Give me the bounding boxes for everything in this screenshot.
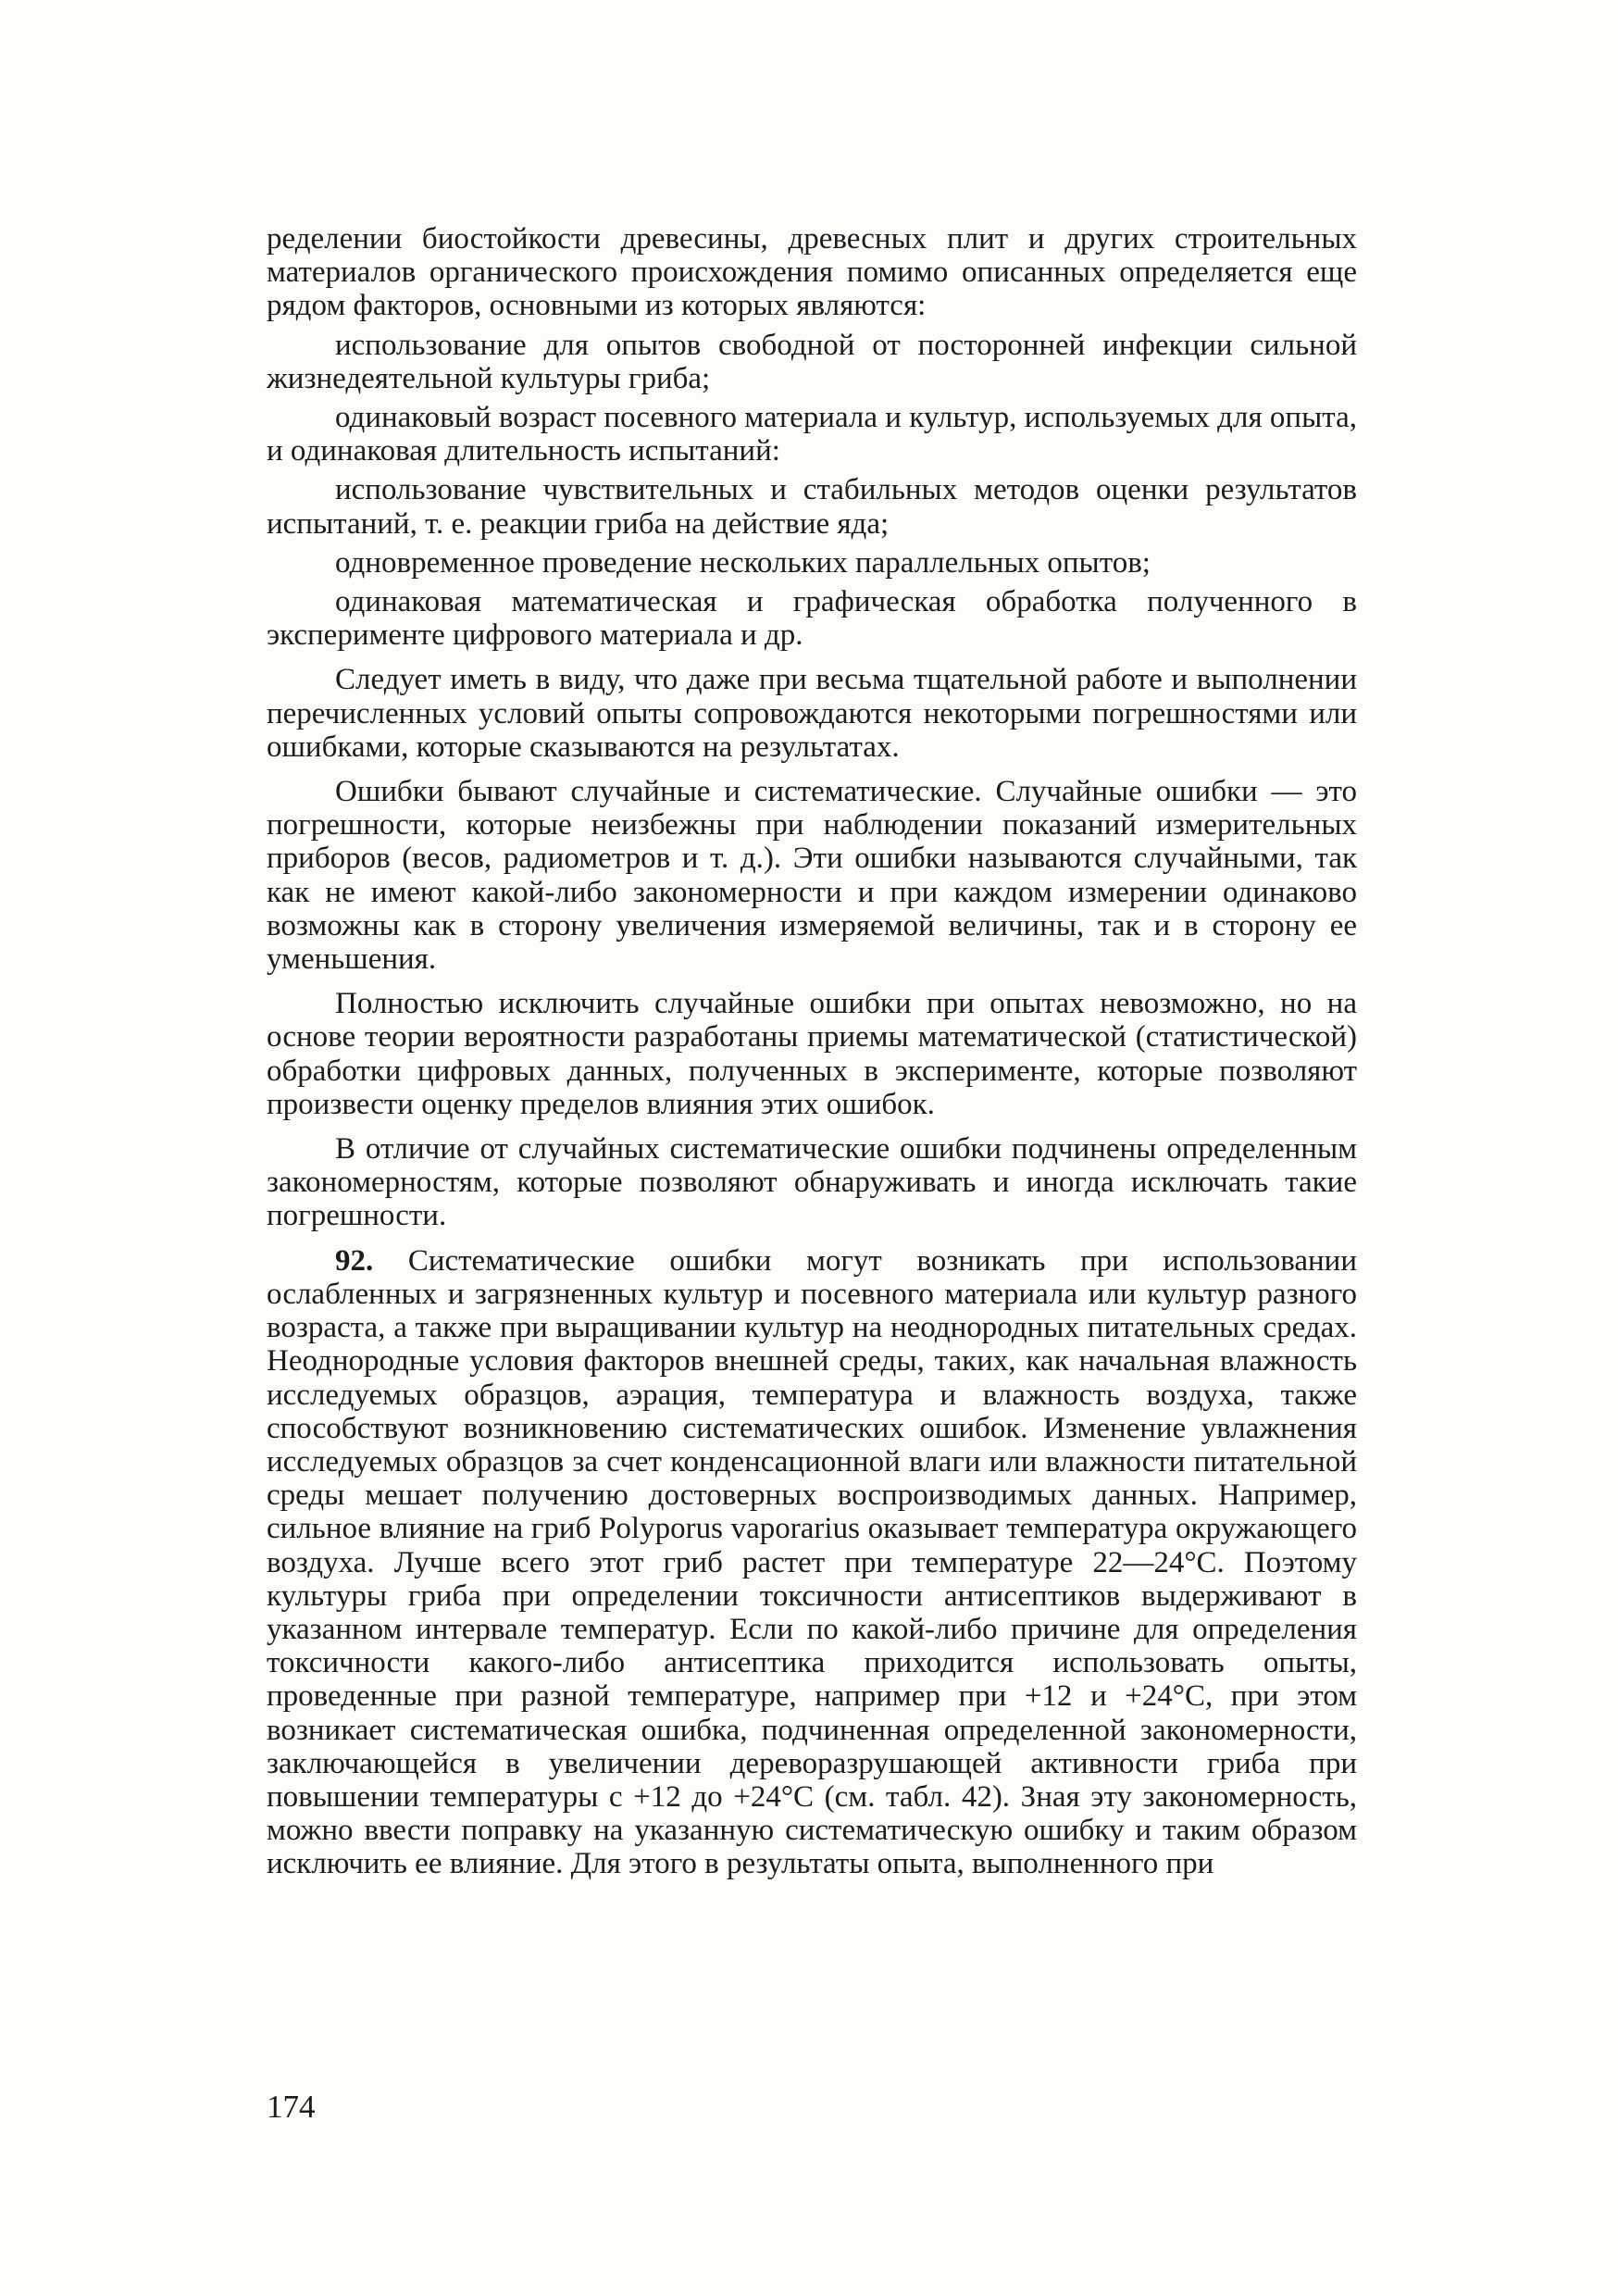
- page-body-text: [267, 222, 1357, 1887]
- list-item-parallel: одновременное проведение нескольких параллельных опытов;: [335, 545, 1151, 580]
- section-number: 92.: [335, 1243, 374, 1278]
- section-92: [267, 1244, 1357, 1881]
- page-number: 174: [267, 2089, 316, 2125]
- list-item-culture: использование для опытов свободной от посторонней инфекции сильной жизнедеятельной культуры гриба;: [267, 328, 1357, 395]
- paragraph-errors-note: Следует иметь в виду, что даже при весьма тщательной работе и выполнении перечисленных условий опыты сопровождаются некоторыми погрешностями или ошибками, которые сказываются на результатах.: [267, 663, 1357, 764]
- list-item-processing: одинаковая математическая и графическая обработка полученного в эксперименте цифрового материала и др.: [267, 585, 1357, 653]
- list-item-methods: использование чувствительных и стабильных методов оценки результатов испытаний, т. е. реакции гриба на действие яда;: [267, 473, 1357, 541]
- section-text: Систематические ошибки могут возникать при использовании ослабленных и загрязненных культур и посевного материала или культур разного возраста, а также при выращивании культур на неоднородных питательных средах. Неоднородные условия факторов внешней среды, таких, как начальная влажность исследуемых образцов, аэрация, температура и влажность воздуха, также способствуют возникновению систематических ошибок. Изменение увлажнения исследуемых образцов за счет конденсационной влаги или влажности питательной среды мешает получению достоверных воспроизводимых данных. Например, сильное влияние на гриб Polyporus vaporarius оказывает температура окружающего воздуха. Лучше всего этот гриб растет при температуре 22—24°С. Поэтому культуры гриба при определении токсичности антисептиков выдерживают в указанном интервале температур. Если по какой-либо причине для определения токсичности какого-либо антисептика приходится использовать опыты, проведенные при разной температуре, например при +12 и +24°С, при этом возникает систематическая ошибка, подчиненная определенной закономерности, заключающейся в увеличении дереворазрушающей активности гриба при повышении температуры с +12 до +24°С (см. табл. 42). Зная эту закономерность, можно ввести поправку на указанную систематическую ошибку и таким образом исключить ее влияние. Для этого в результаты опыта, выполненного при: [267, 1243, 1357, 1881]
- paragraph-systematic-errors: В отличие от случайных систематические ошибки подчинены определенным закономерностям, которые позволяют обнаруживать и иногда исключать такие погрешности.: [267, 1132, 1357, 1233]
- list-item-age: одинаковый возраст посевного материала и культур, используемых для опыта, и одинаковая длительность испытаний:: [267, 401, 1357, 468]
- paragraph-continuation: ределении биостойкости древесины, древесных плит и других строительных материалов органического происхождения помимо описанных определяется еще рядом факторов, основными из которых являются:: [267, 222, 1357, 323]
- paragraph-statistics: Полностью исключить случайные ошибки при опытах невозможно, но на основе теории вероятности разработаны приемы математической (статистической) обработки цифровых данных, полученных в эксперименте, которые позволяют произвести оценку пределов влияния этих ошибок.: [267, 987, 1357, 1121]
- paragraph-random-errors: Ошибки бывают случайные и систематические. Случайные ошибки — это погрешности, которые неизбежны при наблюдении показаний измерительных приборов (весов, радиометров и т. д.). Эти ошибки называются случайными, так как не имеют какой-либо закономерности и при каждом измерении одинаково возможны как в сторону увеличения измеряемой величины, так и в сторону ее уменьшения.: [267, 775, 1357, 977]
